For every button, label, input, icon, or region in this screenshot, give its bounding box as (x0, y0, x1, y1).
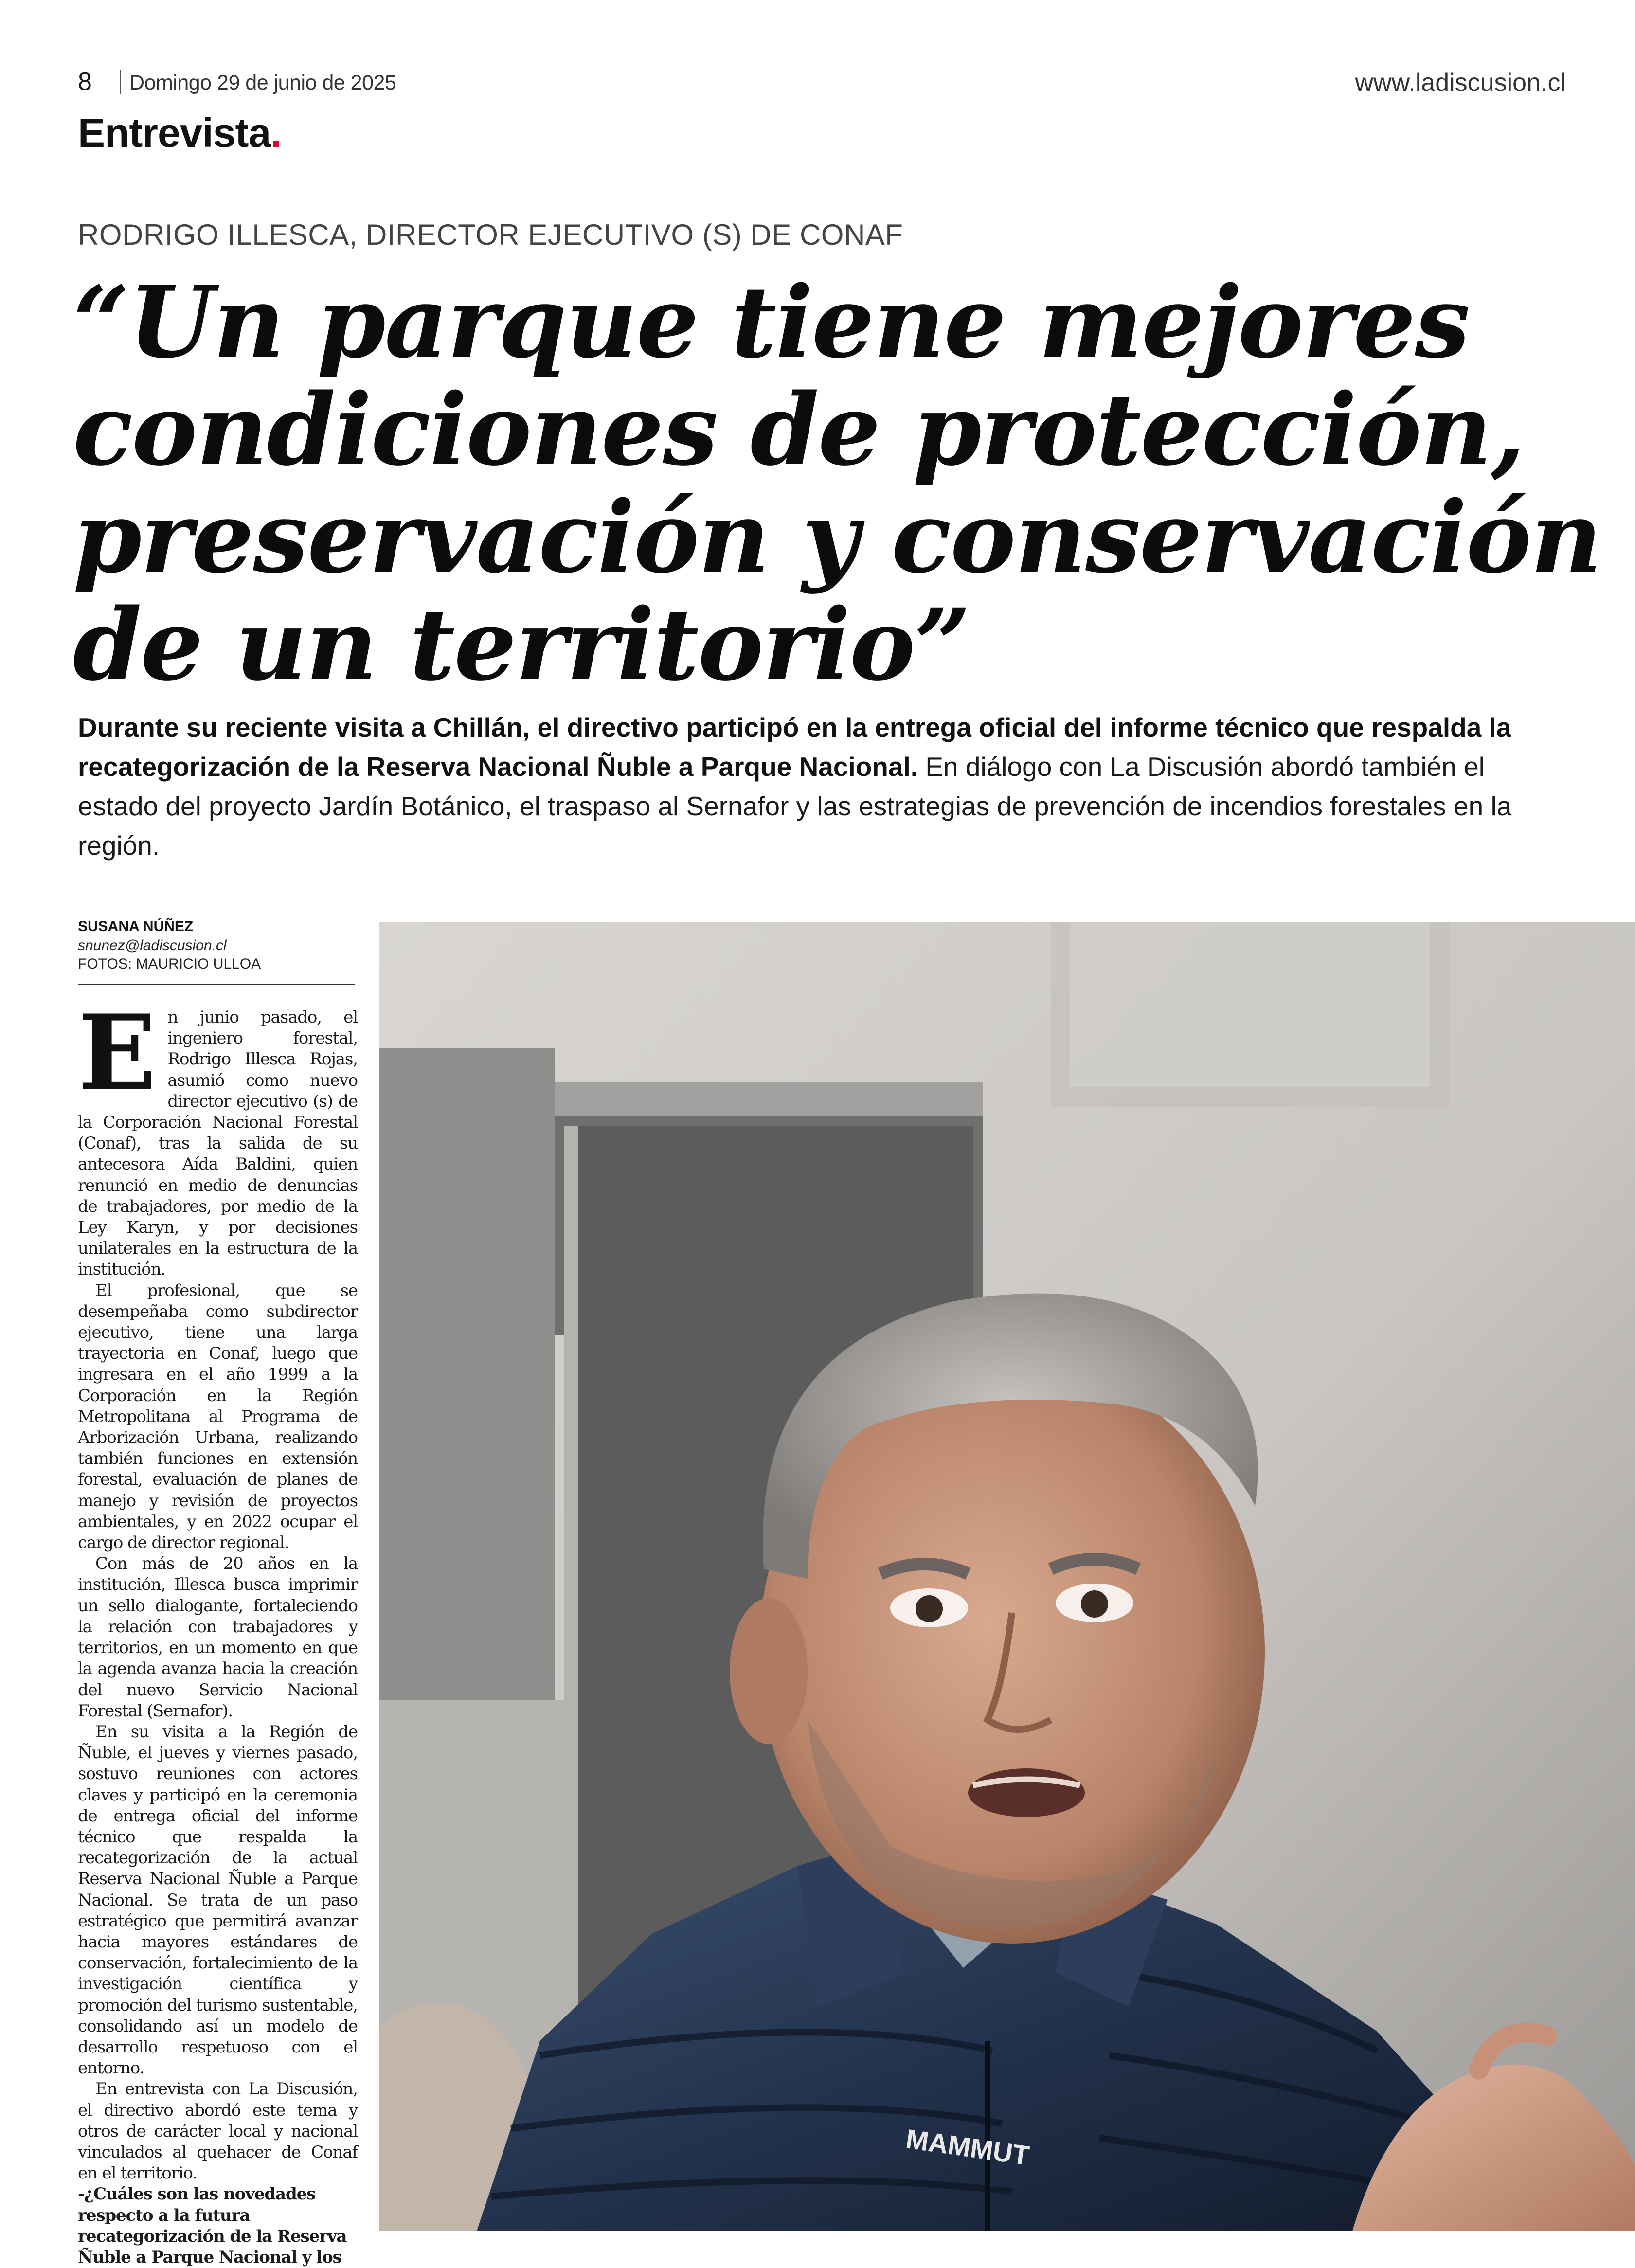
headline-line: de un territorio” (73, 587, 970, 702)
body-paragraph (78, 992, 358, 1280)
headline-line: “Un parque tiene mejores (73, 264, 1470, 380)
lead-bold: Durante su reciente visita a Chillán, el directivo participó en la entrega oficial del informe técnico que respalda la recategorización de la Reserva Nacional Ñuble a Parque Nacional. (78, 712, 1511, 782)
section-dot: . (270, 110, 282, 156)
headline-line: preservación y conservación (73, 479, 1601, 595)
interviewee-photo (379, 922, 1635, 2231)
page-number: 8 (78, 68, 92, 96)
article-kicker: RODRIGO ILLESCA, DIRECTOR EJECUTIVO (S) DE CONAF (78, 218, 903, 251)
body-paragraph: Con más de 20 años en la institución, Illesca busca imprimir un sello dialogante, fortaleciendo la relación con trabajadores y territorios, en un momento en que la agenda avanza hacia la creación del nuevo Servicio Nacional Forestal (Sernafor). (78, 1554, 358, 1721)
section-label (78, 109, 282, 157)
byline-rule (78, 984, 355, 985)
author-email[interactable]: snunez@ladiscusion.cl (78, 937, 227, 954)
body-paragraph: En entrevista con La Discusión, el directivo abordó este tema y otros de carácter local y nacional vinculados al quehacer de Conaf en el territorio. (78, 2079, 358, 2183)
website-link[interactable]: www.ladiscusion.cl (1355, 69, 1566, 97)
paragraph-text: n junio pasado, el ingeniero forestal, Rodrigo Illesca Rojas, asumió como nuevo director ejecutivo (s) de la Corporación Nacional Forestal (Conaf), tras la salida de su antecesora Aída Baldini, quien renunció en medio de denuncias de trabajadores, por medio de la Ley Karyn, y por decisiones unilaterales en la estructura de la institución. (78, 1008, 358, 1279)
photo-illustration (379, 922, 1635, 2231)
article-body (78, 992, 358, 2268)
headline-line: condiciones de protección, (73, 372, 1525, 487)
body-paragraph: El profesional, que se desempeñaba como subdirector ejecutivo, tiene una larga trayectoria en Conaf, luego que ingresara en el año 1999 a la Corporación en la Región Metropolitana al Programa de Arborización Urbana, realizando también funciones en extensión forestal, evaluación de planes de manejo y revisión de proyectos ambientales, y en 2022 ocupar el cargo de director regional. (78, 1280, 358, 1553)
body-paragraph: En su visita a la Región de Ñuble, el jueves y viernes pasado, sostuvo reuniones con actores claves y participó en la ceremonia de entrega oficial del informe técnico que respalda la recategorización de la actual Reserva Nacional Ñuble a Parque Nacional. Se trata de un paso estratégico que permitirá avanzar hacia mayores estándares de conservación, fortalecimiento de la investigación científica y promoción del turismo sustentable, consolidando así un modelo de desarrollo respetuoso con el entorno. (78, 1722, 358, 2078)
author-name: SUSANA NÚÑEZ (78, 918, 194, 935)
header-separator (120, 70, 121, 94)
jacket-brand: MAMMUT (904, 2123, 1031, 2171)
article-lead (78, 708, 1566, 865)
photo-credit: FOTOS: MAURICIO ULLOA (78, 956, 261, 972)
interview-question: -¿Cuáles son las novedades respecto a la futura recategorización de la Reserva Ñuble a Parque Nacional y los (78, 2184, 347, 2267)
section-name: Entrevista (78, 110, 271, 156)
drop-cap: E (78, 992, 156, 1113)
byline (78, 917, 355, 973)
issue-date: Domingo 29 de junio de 2025 (129, 71, 396, 94)
lead-regular: En diálogo con La Discusión abordó también el estado del proyecto Jardín Botánico, el traspaso al Sernafor y las estrategias de prevención de incendios forestales en la región. (78, 752, 1512, 861)
article-headline (73, 264, 1601, 702)
